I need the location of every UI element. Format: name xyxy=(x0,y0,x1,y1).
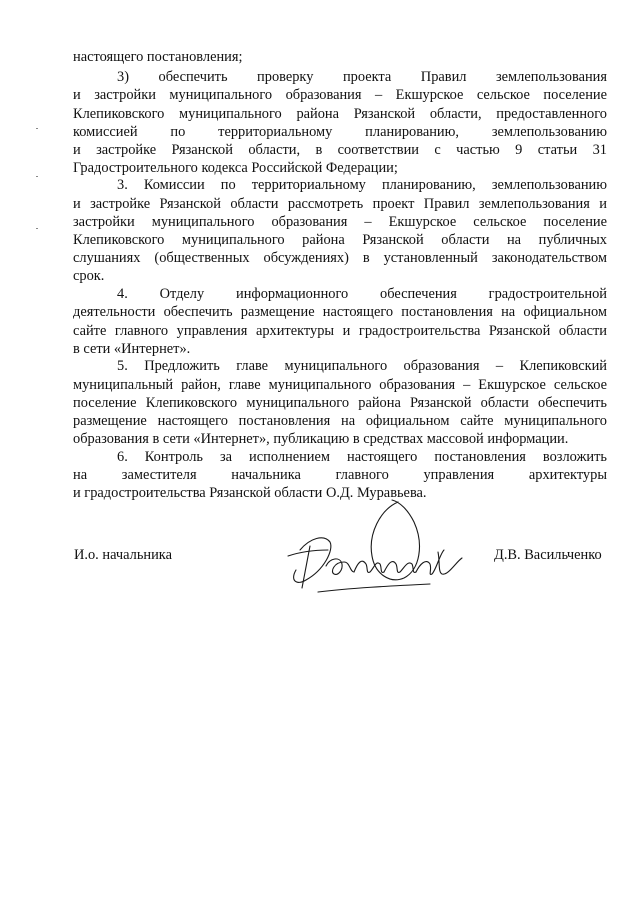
text-line-21: размещение настоящего постановления на официальном сайте муниципального xyxy=(73,413,607,429)
margin-mark xyxy=(36,176,38,177)
signatory-name: Д.В. Васильченко xyxy=(494,547,602,563)
text-line-5: комиссией по территориальному планированию, землепользованию xyxy=(73,124,607,140)
text-line-15: деятельности обеспечить размещение настоящего постановления на официальном xyxy=(73,304,607,320)
text-line-23: 6. Контроль за исполнением настоящего постановления возложить xyxy=(117,449,607,465)
text-line-17: в сети «Интернет». xyxy=(73,341,191,357)
text-line-13: срок. xyxy=(73,268,105,284)
text-line-3: и застройки муниципального образования – Екшурское сельское поселение xyxy=(73,87,607,103)
text-line-8: 3. Комиссии по территориальному планированию, землепользованию xyxy=(117,177,607,193)
text-line-9: и застройке Рязанской области рассмотреть проект Правил землепользования и xyxy=(73,196,607,212)
signatory-title: И.о. начальника xyxy=(74,547,172,563)
text-line-18: 5. Предложить главе муниципального образования – Клепиковский xyxy=(117,358,607,374)
text-line-10: застройки муниципального образования – Екшурское сельское поселение xyxy=(73,214,607,230)
text-line-22: образования в сети «Интернет», публикацию в средствах массовой информации. xyxy=(73,431,569,447)
text-line-1: настоящего постановления; xyxy=(73,49,243,65)
text-line-20: поселение Клепиковского муниципального района Рязанской области обеспечить xyxy=(73,395,607,411)
text-line-19: муниципальный район, главе муниципального образования – Екшурское сельское xyxy=(73,377,607,393)
text-line-24: на заместителя начальника главного управления архитектуры xyxy=(73,467,607,483)
text-line-6: и застройке Рязанской области, в соответствии с частью 9 статьи 31 xyxy=(73,142,607,158)
text-line-14: 4. Отделу информационного обеспечения градостроительной xyxy=(117,286,607,302)
text-line-11: Клепиковского муниципального района Рязанской области на публичных xyxy=(73,232,607,248)
margin-mark xyxy=(36,128,38,129)
text-line-25: и градостроительства Рязанской области О.Д. Муравьева. xyxy=(73,485,427,501)
margin-mark xyxy=(36,228,38,229)
text-line-2: 3) обеспечить проверку проекта Правил землепользования xyxy=(117,69,607,85)
text-line-7: Градостроительного кодекса Российской Федерации; xyxy=(73,160,398,176)
text-line-4: Клепиковского муниципального района Рязанской области, предоставленного xyxy=(73,106,607,122)
handwritten-signature xyxy=(280,492,470,602)
text-line-12: слушаниях (общественных обсуждениях) в установленный законодательством xyxy=(73,250,607,266)
text-line-16: сайте главного управления архитектуры и градостроительства Рязанской области xyxy=(73,323,607,339)
